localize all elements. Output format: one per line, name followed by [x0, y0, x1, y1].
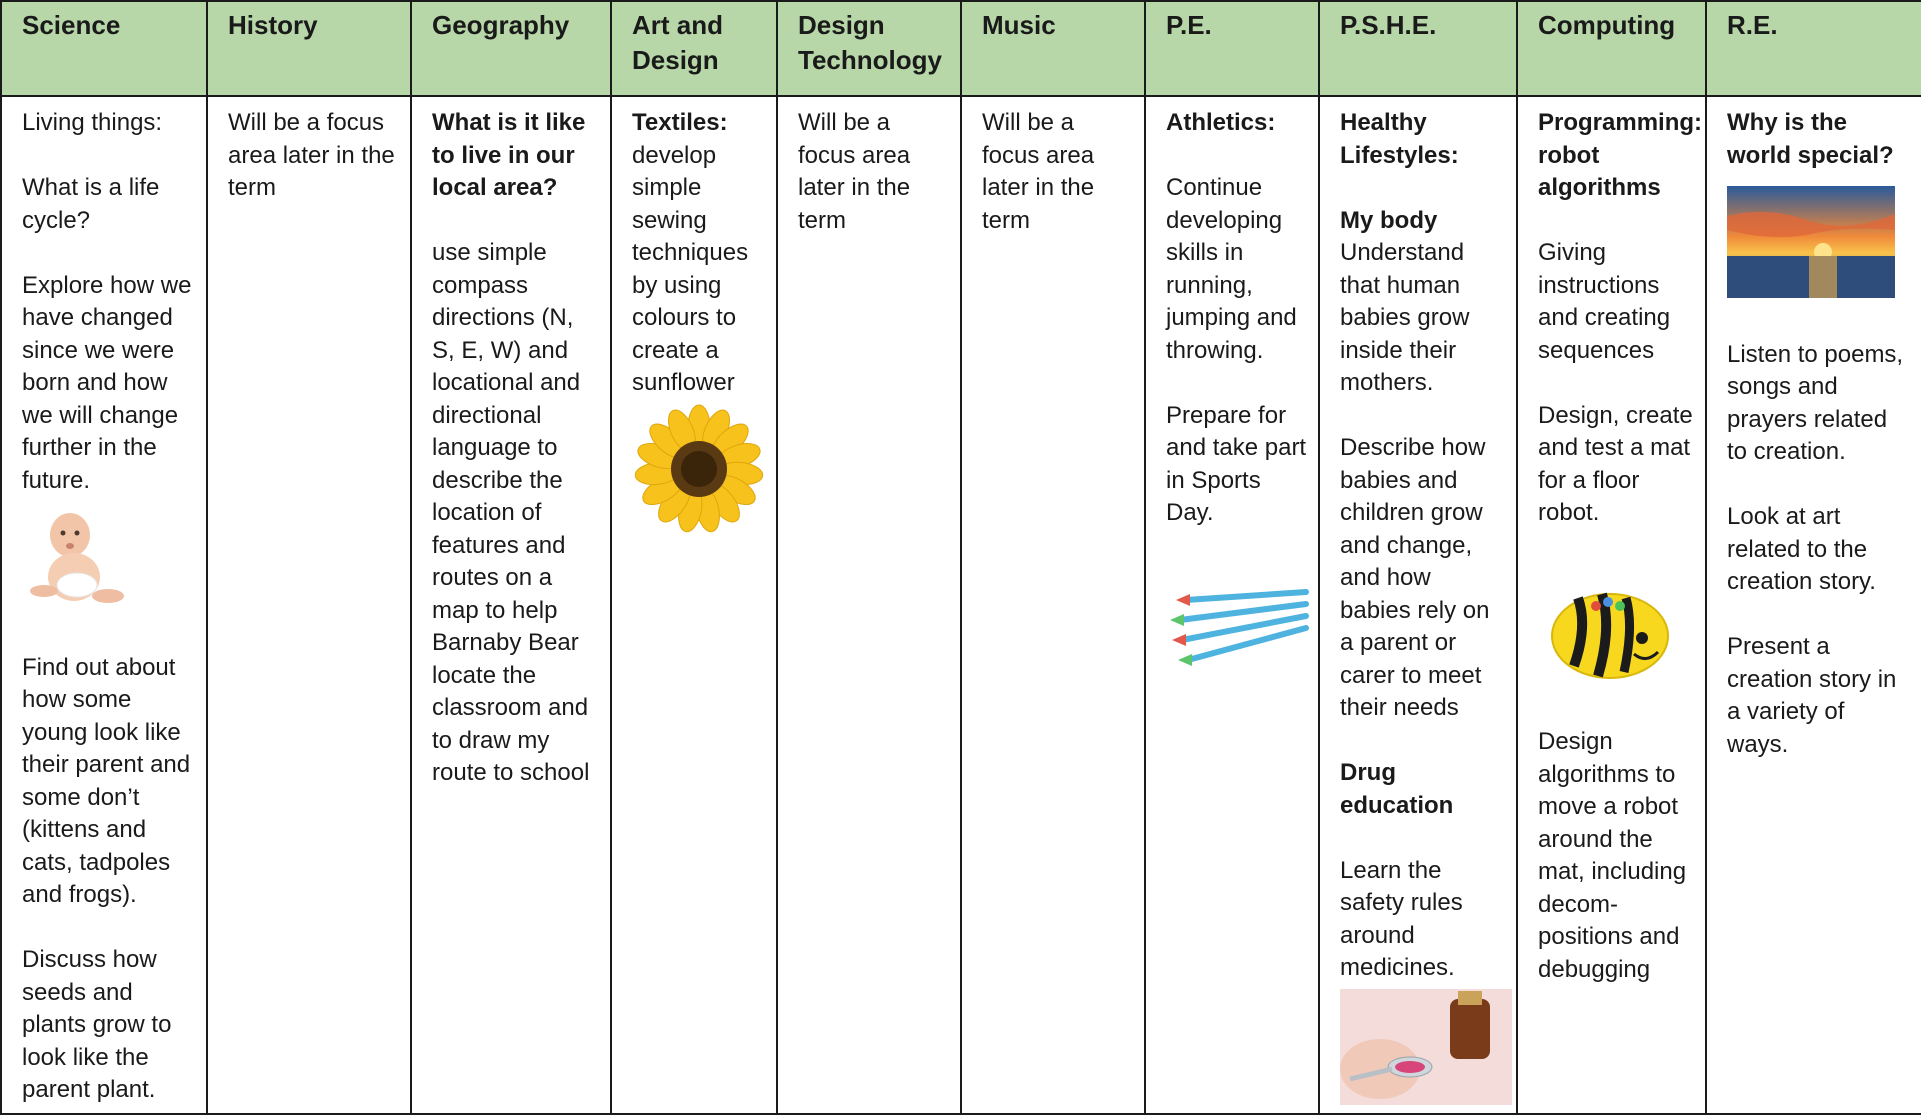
pshe-paragraph-1: Understand that human babies grow inside their mothers. [1340, 239, 1470, 396]
content-row [1, 96, 1921, 1114]
science-question: What is a life cycle? [22, 174, 160, 234]
header-row [1, 1, 1921, 96]
pshe-subheading-1: My body [1340, 206, 1438, 234]
cell-history [207, 96, 411, 1114]
history-text: Will be a focus area later in the term [228, 109, 395, 201]
cell-geography [411, 96, 611, 1114]
pshe-heading: Healthy Lifestyles: [1340, 109, 1459, 169]
computing-paragraph-2: Design, create and test a mat for a floor robot. [1538, 401, 1693, 526]
header-design-technology: Design Technology [777, 1, 961, 96]
bee-bot-image [1538, 566, 1678, 686]
header-geography: Geography [411, 1, 611, 96]
header-art-and-design: Art and Design [611, 1, 777, 96]
geography-text: use simple compass directions (N, S, E, W) and locational and directional language to describe the location of features and routes on a map to help Barnaby Bear locate the classroom and to draw my route to school [432, 239, 590, 786]
geography-heading: What is it like to live in our local area? [432, 109, 586, 201]
cell-music [961, 96, 1145, 1114]
dt-text: Will be a focus area later in the term [798, 109, 911, 234]
sunset-image [1727, 186, 1895, 298]
computing-heading: Programming: robot algorithms [1538, 109, 1703, 201]
science-paragraph-1: Explore how we have changed since we were born and how we will change further in the future. [22, 271, 192, 494]
header-pshe: P.S.H.E. [1319, 1, 1517, 96]
cell-design-technology [777, 96, 961, 1114]
re-heading: Why is the world special? [1727, 109, 1894, 169]
baby-image [22, 501, 132, 611]
art-text: develop simple sewing techniques by using colours to create a sunflower [632, 141, 749, 396]
pshe-subheading-2: Drug education [1340, 759, 1454, 819]
pshe-paragraph-3: Learn the safety rules around medicines. [1340, 856, 1463, 981]
art-heading: Textiles: [632, 109, 728, 136]
computing-paragraph-1: Giving instructions and creating sequences [1538, 239, 1671, 364]
cell-art-and-design [611, 96, 777, 1114]
re-paragraph-2: Look at art related to the creation story. [1727, 503, 1876, 595]
science-paragraph-3: Discuss how seeds and plants grow to look like the parent plant. [22, 946, 172, 1103]
music-text: Will be a focus area later in the term [982, 109, 1095, 234]
cell-re [1706, 96, 1921, 1114]
header-science: Science [1, 1, 207, 96]
pe-paragraph-2: Prepare for and take part in Sports Day. [1166, 401, 1307, 526]
re-paragraph-1: Listen to poems, songs and prayers related to creation. [1727, 340, 1904, 465]
re-paragraph-3: Present a creation story in a variety of ways. [1727, 633, 1897, 758]
cell-science [1, 96, 207, 1114]
header-pe: P.E. [1145, 1, 1319, 96]
science-topic: Living things: [22, 109, 163, 136]
pshe-paragraph-2: Describe how babies and children grow and change, and how babies rely on a parent or carer to meet their needs [1340, 434, 1490, 721]
header-re: R.E. [1706, 1, 1921, 96]
header-computing: Computing [1517, 1, 1706, 96]
computing-paragraph-3: Design algorithms to move a robot around the mat, including decom-positions and debugging [1538, 728, 1687, 983]
science-paragraph-2: Find out about how some young look like their parent and some don’t (kittens and cats, tadpoles and frogs). [22, 653, 191, 908]
cell-pshe [1319, 96, 1517, 1114]
pe-paragraph-1: Continue developing skills in running, jumping and throwing. [1166, 174, 1297, 364]
header-history: History [207, 1, 411, 96]
cell-computing [1517, 96, 1706, 1114]
medicine-spoon-image [1340, 989, 1512, 1105]
sunflower-image [632, 404, 766, 534]
javelin-image [1166, 570, 1316, 680]
cell-pe [1145, 96, 1319, 1114]
header-music: Music [961, 1, 1145, 96]
pe-heading: Athletics: [1166, 109, 1276, 136]
